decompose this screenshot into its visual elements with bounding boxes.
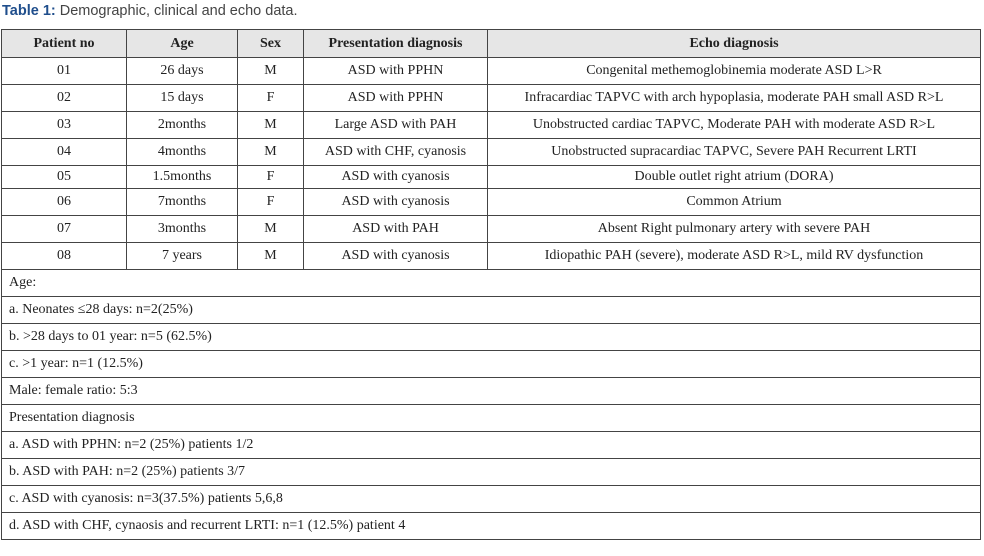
cell-sex: F xyxy=(238,166,304,189)
cell-sex: M xyxy=(238,58,304,85)
table-caption-text: Demographic, clinical and echo data. xyxy=(59,3,298,19)
header-age: Age xyxy=(127,30,238,58)
table-caption-label: Table 1: xyxy=(2,3,56,19)
header-presentation-diagnosis: Presentation diagnosis xyxy=(304,30,488,58)
table-row xyxy=(2,243,981,270)
cell-patient-no: 04 xyxy=(2,139,127,166)
summary-row xyxy=(2,405,981,432)
table-row xyxy=(2,139,981,166)
summary-row xyxy=(2,459,981,486)
cell-echo-diagnosis: Double outlet right atrium (DORA) xyxy=(488,166,981,189)
summary-row xyxy=(2,513,981,540)
table-row xyxy=(2,216,981,243)
cell-echo-diagnosis: Absent Right pulmonary artery with severe PAH xyxy=(488,216,981,243)
cell-sex: M xyxy=(238,216,304,243)
summary-cyanosis: c. ASD with cyanosis: n=3(37.5%) patients 5,6,8 xyxy=(2,486,981,513)
cell-age: 1.5months xyxy=(127,166,238,189)
cell-presentation-diagnosis: ASD with PAH xyxy=(304,216,488,243)
table-row xyxy=(2,85,981,112)
summary-presentation-heading: Presentation diagnosis xyxy=(2,405,981,432)
cell-echo-diagnosis: Idiopathic PAH (severe), moderate ASD R>L, mild RV dysfunction xyxy=(488,243,981,270)
summary-row xyxy=(2,432,981,459)
cell-age: 26 days xyxy=(127,58,238,85)
summary-row xyxy=(2,486,981,513)
table-row xyxy=(2,112,981,139)
summary-pphn: a. ASD with PPHN: n=2 (25%) patients 1/2 xyxy=(2,432,981,459)
table-row xyxy=(2,189,981,216)
cell-echo-diagnosis: Unobstructed supracardiac TAPVC, Severe PAH Recurrent LRTI xyxy=(488,139,981,166)
table-row xyxy=(2,166,981,189)
summary-pah: b. ASD with PAH: n=2 (25%) patients 3/7 xyxy=(2,459,981,486)
summary-row xyxy=(2,351,981,378)
table-caption xyxy=(2,3,298,19)
summary-sex-ratio: Male: female ratio: 5:3 xyxy=(2,378,981,405)
header-patient-no: Patient no xyxy=(2,30,127,58)
header-echo-diagnosis: Echo diagnosis xyxy=(488,30,981,58)
cell-presentation-diagnosis: ASD with cyanosis xyxy=(304,243,488,270)
cell-patient-no: 05 xyxy=(2,166,127,189)
cell-age: 7 years xyxy=(127,243,238,270)
summary-over-one-year: c. >1 year: n=1 (12.5%) xyxy=(2,351,981,378)
summary-row xyxy=(2,297,981,324)
cell-patient-no: 02 xyxy=(2,85,127,112)
cell-age: 2months xyxy=(127,112,238,139)
summary-neonates: a. Neonates ≤28 days: n=2(25%) xyxy=(2,297,981,324)
cell-sex: M xyxy=(238,112,304,139)
summary-row xyxy=(2,324,981,351)
summary-chf: d. ASD with CHF, cynaosis and recurrent LRTI: n=1 (12.5%) patient 4 xyxy=(2,513,981,540)
table-row xyxy=(2,58,981,85)
cell-echo-diagnosis: Common Atrium xyxy=(488,189,981,216)
cell-patient-no: 01 xyxy=(2,58,127,85)
summary-age-heading: Age: xyxy=(2,270,981,297)
cell-echo-diagnosis: Congenital methemoglobinemia moderate ASD L>R xyxy=(488,58,981,85)
cell-patient-no: 03 xyxy=(2,112,127,139)
cell-age: 7months xyxy=(127,189,238,216)
header-row xyxy=(2,30,981,58)
cell-age: 15 days xyxy=(127,85,238,112)
cell-presentation-diagnosis: ASD with CHF, cyanosis xyxy=(304,139,488,166)
cell-sex: F xyxy=(238,189,304,216)
cell-echo-diagnosis: Unobstructed cardiac TAPVC, Moderate PAH with moderate ASD R>L xyxy=(488,112,981,139)
header-sex: Sex xyxy=(238,30,304,58)
cell-age: 3months xyxy=(127,216,238,243)
cell-echo-diagnosis: Infracardiac TAPVC with arch hypoplasia, moderate PAH small ASD R>L xyxy=(488,85,981,112)
cell-presentation-diagnosis: ASD with cyanosis xyxy=(304,166,488,189)
data-table xyxy=(1,29,981,540)
cell-sex: M xyxy=(238,139,304,166)
cell-presentation-diagnosis: ASD with PPHN xyxy=(304,85,488,112)
cell-presentation-diagnosis: ASD with cyanosis xyxy=(304,189,488,216)
summary-row xyxy=(2,270,981,297)
cell-patient-no: 06 xyxy=(2,189,127,216)
cell-presentation-diagnosis: ASD with PPHN xyxy=(304,58,488,85)
cell-patient-no: 08 xyxy=(2,243,127,270)
summary-infants: b. >28 days to 01 year: n=5 (62.5%) xyxy=(2,324,981,351)
summary-row xyxy=(2,378,981,405)
cell-presentation-diagnosis: Large ASD with PAH xyxy=(304,112,488,139)
cell-sex: M xyxy=(238,243,304,270)
cell-age: 4months xyxy=(127,139,238,166)
cell-patient-no: 07 xyxy=(2,216,127,243)
cell-sex: F xyxy=(238,85,304,112)
